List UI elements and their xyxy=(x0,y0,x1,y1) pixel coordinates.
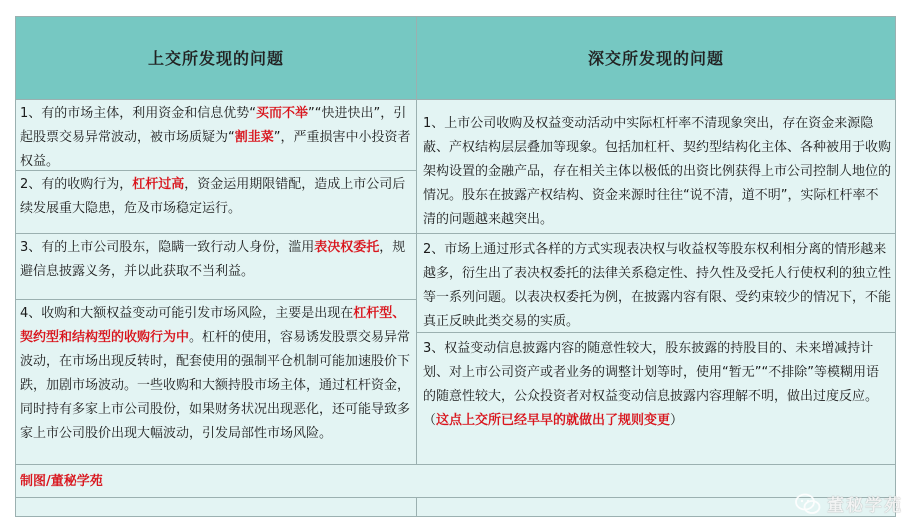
header-right-text: 深交所发现的问题 xyxy=(587,49,724,68)
left-4-text-b: 。杠杆的使用，容易诱发股票交易异常波动，在市场出现反转时，配套使用的强制平仓机制可能加速股价下跌，加剧市场波动。一些收购和大额持股市场主体，通过杠杆资金，同时持有多家上市公司股份，如果财务状况出现恶化，还可能导致多家上市公司股价出现大幅波动，引发局部性市场风险。 xyxy=(20,330,411,441)
right-item-1 xyxy=(416,99,896,234)
right-item-2 xyxy=(416,233,896,333)
left-4-text-a: 4、收购和大额权益变动可能引发市场风险，主要是出现在 xyxy=(20,306,354,321)
left-2-text-a: 2、有的收购行为， xyxy=(20,177,133,192)
header-left xyxy=(15,16,417,100)
left-3-text-a: 3、有的上市公司股东，隐瞒一致行动人身份，滥用 xyxy=(20,240,315,255)
right-2-text: 2、市场上通过形式各样的方式实现表决权与收益权等股东权利相分离的情形越来越多，衍生出了表决权委托的法律关系稳定性、持久性及受托人行使权利的独立性等一系列问题。以表决权委托为例，在披露内容有限、受约束较少的情况下，不能真正反映此类交易的实质。 xyxy=(423,242,892,329)
right-1-text: 1、上市公司收购及权益变动活动中实际杠杆率不清现象突出，存在资金来源隐蔽、产权结构层层叠加等现象。包括加杠杆、契约型结构化主体、各种被用于收购架构设置的金融产品，存在相关主体以极低的出资比例获得上市公司控制人地位的情况。股东在披露产权结构、资金来源时往往“说不清，道不明”，实际杠杆率不清的问题越来越突出。 xyxy=(423,116,892,227)
wechat-icon xyxy=(795,493,821,515)
right-3-highlight: 这点上交所已经早早的就做出了规则变更 xyxy=(436,413,671,428)
credit-row xyxy=(15,464,896,498)
watermark-text: 董秘学苑 xyxy=(827,496,903,516)
right-item-3 xyxy=(416,332,896,465)
left-2-highlight: 杠杆过高 xyxy=(132,177,185,192)
left-1-highlight-a: 买而不举 xyxy=(256,106,309,121)
left-1-text-a: 1、有的市场主体，利用资金和信息优势“ xyxy=(20,106,257,121)
left-3-text-b: ，规避信息披露义务，并以此获取不当利益。 xyxy=(20,240,406,279)
left-3-highlight: 表决权委托 xyxy=(314,240,380,255)
left-item-3 xyxy=(15,233,417,300)
left-1-text-b: ”“快进快出”，引起股票交易异常波动，被市场质疑为“ xyxy=(20,106,407,145)
left-1-text-c: ”，严重损害中小投资者权益。 xyxy=(20,130,411,169)
header-right xyxy=(416,16,896,100)
left-item-2 xyxy=(15,170,417,234)
right-3-text-a: 3、权益变动信息披露内容的随意性较大，股东披露的持股目的、未来增减持计划、对上市公司资产或者业务的调整计划等时，使用“暂无”“不排除”等模糊用语的随意性较大，公众投资者对权益变动信息披露内容理解不明，做出过度反应。（ xyxy=(423,341,879,428)
left-1-highlight-b: 割韭菜 xyxy=(234,130,274,145)
right-3-text-b: ） xyxy=(670,413,684,428)
left-4-highlight: 杠杆型、契约型和结构型的收购行为中 xyxy=(20,306,406,345)
header-left-text: 上交所发现的问题 xyxy=(147,49,284,68)
left-item-1 xyxy=(15,99,417,171)
left-item-4 xyxy=(15,299,417,465)
watermark xyxy=(795,491,903,516)
credit-text: 制图/董秘学苑 xyxy=(20,474,103,489)
left-2-text-b: ，资金运用期限错配，造成上市公司后续发展重大隐患，危及市场稳定运行。 xyxy=(20,177,406,216)
bottom-row-left xyxy=(15,497,417,517)
